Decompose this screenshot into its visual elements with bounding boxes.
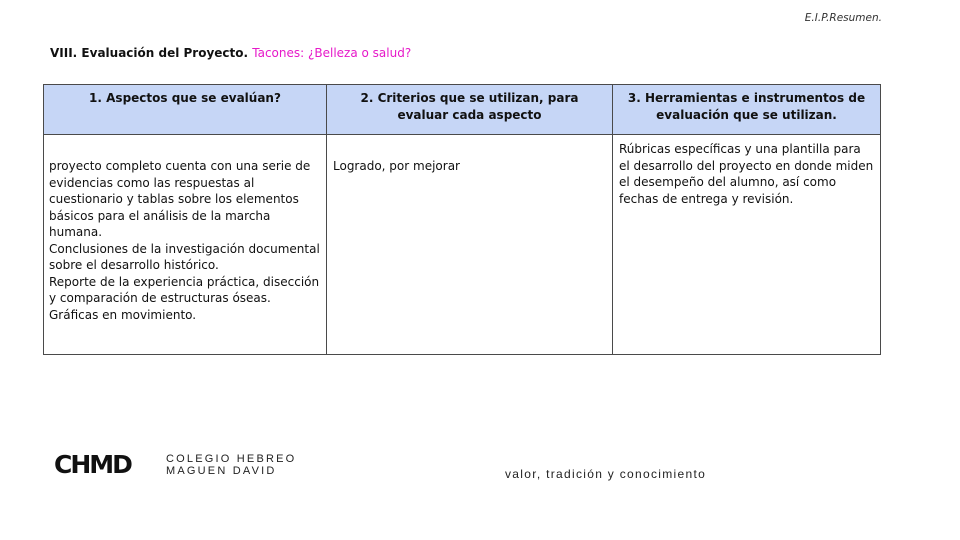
tools-text: Rúbricas específicas y una plantilla para el desarrollo del proyecto en donde miden el desempeño del alumno, así como fechas de entrega y revisión.	[619, 142, 874, 206]
section-title: VIII. Evaluación del Proyecto.	[50, 46, 249, 60]
document-label: E.I.P.Resumen.	[804, 12, 882, 24]
school-tagline: valor, tradición y conocimiento	[505, 467, 707, 481]
header-criteria: 2. Criterios que se utilizan, para evaluar cada aspecto	[327, 85, 613, 135]
school-name-line1: COLEGIO HEBREO	[166, 453, 297, 465]
criteria-text: Logrado, por mejorar	[333, 159, 460, 173]
project-topic: Tacones: ¿Belleza o salud?	[252, 46, 412, 60]
table-header-row	[44, 85, 881, 135]
school-name	[166, 453, 296, 477]
aspects-cell	[44, 135, 327, 355]
evaluation-table	[43, 84, 881, 355]
header-tools: 3. Herramientas e instrumentos de evaluación que se utilizan.	[613, 85, 881, 135]
table-row	[44, 135, 881, 355]
criteria-cell	[327, 135, 613, 355]
tools-cell	[613, 135, 881, 355]
aspects-text: proyecto completo cuenta con una serie de evidencias como las respuestas al cuestionario y tablas sobre los elementos básicos para el análisis de la marcha humana. Conclusiones de la investigación documental sobre el desarrollo histórico. Reporte de la experiencia práctica, disección y comparación de estructuras óseas. Gráficas en movimiento.	[49, 159, 320, 322]
school-name-line2: MAGUEN DAVID	[166, 465, 277, 477]
header-aspects: 1. Aspectos que se evalúan?	[44, 85, 327, 135]
section-heading	[50, 46, 411, 60]
school-logo: CHMD	[54, 450, 131, 479]
